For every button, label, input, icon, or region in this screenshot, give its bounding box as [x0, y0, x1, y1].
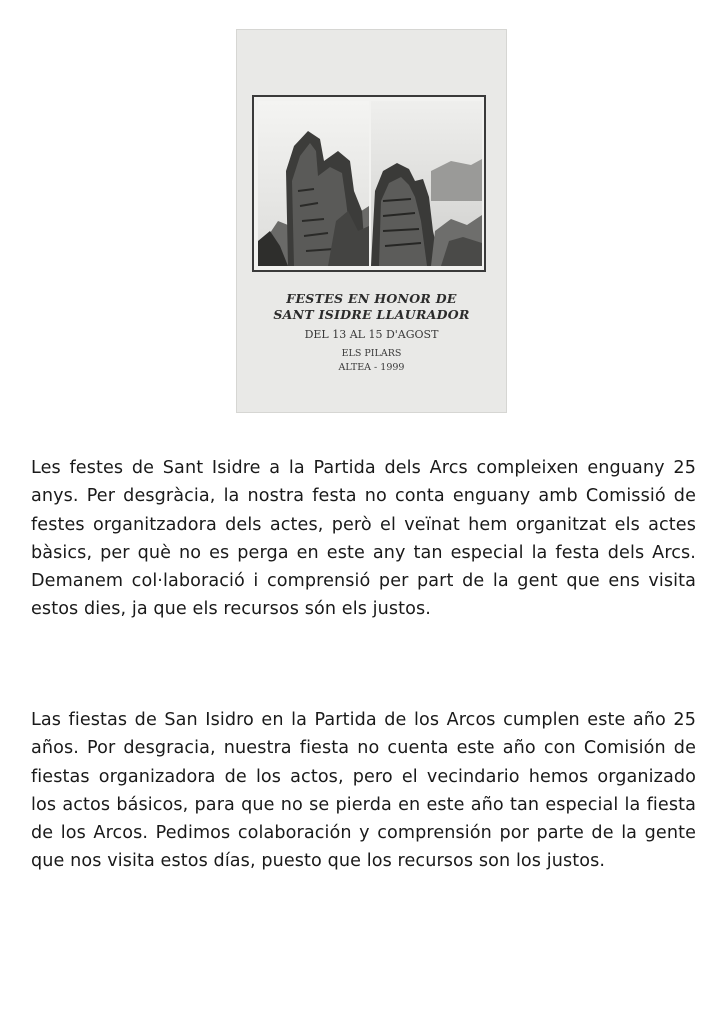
poster-photo-frame: [252, 95, 486, 272]
poster-title-line2: SANT ISIDRE LLAURADOR: [273, 307, 470, 322]
paragraph-spanish: Las fiestas de San Isidro en la Partida de los Arcos cumplen este año 25 años. Por desgracia, nuestra fiesta no cuenta este año con Comisión de fiestas organizadora de los actos, pero el vecindario hemos organizado los actos básicos, para que no se pierda en este año tan especial la fiesta de los Arcos. Pedimos colaboración y comprensión por parte de la gente que nos visita estos días, puesto que los recursos son los justos.: [31, 710, 696, 872]
poster-place: ELS PILARS: [341, 348, 402, 359]
festival-poster: [236, 29, 507, 413]
poster-dates: DEL 13 AL 15 D'AGOST: [304, 328, 439, 341]
poster-year: ALTEA - 1999: [338, 362, 405, 373]
ruins-photo-left: [258, 101, 369, 266]
poster-title-line1: FESTES EN HONOR DE: [286, 291, 457, 306]
ruins-photo-right: [371, 101, 482, 266]
paragraph-valencian: Les festes de Sant Isidre a la Partida dels Arcs compleixen enguany 25 anys. Per desgràcia, la nostra festa no conta enguany amb Comissió de festes organitzadora dels actes, però el veïnat hem organitzat els actes bàsics, per què no es perga en este any tan especial la festa dels Arcs. Demanem col·laboració i comprensió per part de la gent que ens visita estos dies, ja que els recursos són els justos.: [31, 458, 696, 620]
